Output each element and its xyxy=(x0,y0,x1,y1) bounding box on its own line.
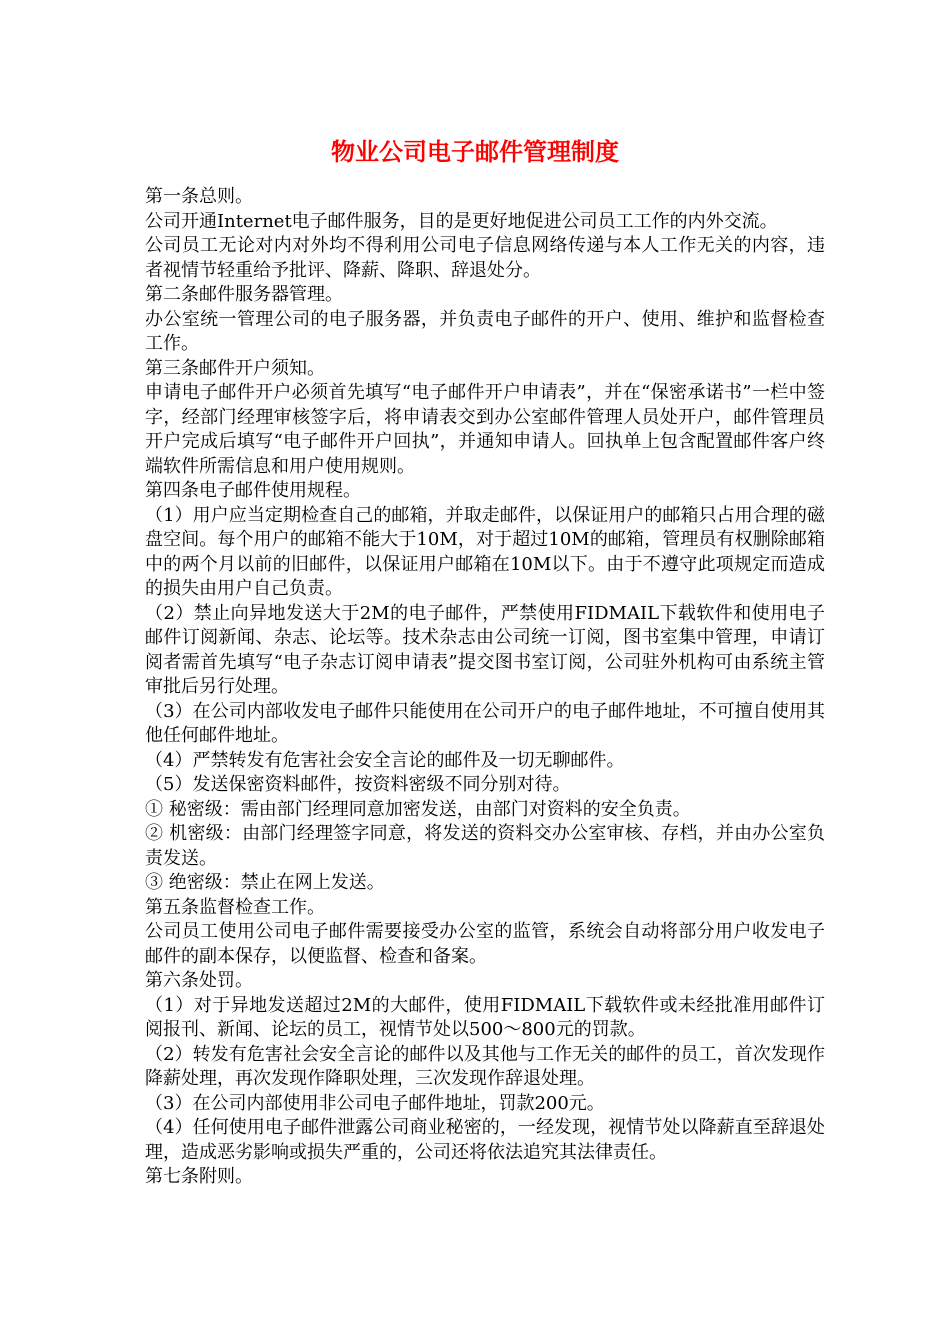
document-paragraph: 申请电子邮件开户必须首先填写“电子邮件开户申请表”，并在“保密承诺书”一栏中签字，经部门经理审核签字后，将申请表交到办公室邮件管理人员处开户，邮件管理员开户完成后填写“电子邮件开户回执”，并通知申请人。回执单上包含配置邮件客户终端软件所需信息和用户使用规则。 xyxy=(145,382,825,477)
document-paragraph: （1）对于异地发送超过2M的大邮件，使用FIDMAIL下载软件或未经批准用邮件订阅报刊、新闻、论坛的员工，视情节处以500～800元的罚款。 xyxy=(145,994,825,1040)
document-paragraph: ① 秘密级：需由部门经理同意加密发送，由部门对资料的安全负责。 xyxy=(145,798,691,820)
document-paragraph: 公司员工使用公司电子邮件需要接受办公室的监管，系统会自动将部分用户收发电子邮件的副本保存，以便监督、检查和备案。 xyxy=(145,921,825,967)
document-paragraph: （5）发送保密资料邮件，按资料密级不同分别对待。 xyxy=(145,774,571,795)
document-body xyxy=(145,185,825,1190)
document-paragraph: （2）转发有危害社会安全言论的邮件以及其他与工作无关的邮件的员工，首次发现作降薪处理，再次发现作降职处理，三次发现作辞退处理。 xyxy=(145,1043,825,1089)
document-paragraph: 第四条电子邮件使用规程。 xyxy=(145,480,361,501)
document-paragraph: 第三条邮件开户须知。 xyxy=(145,357,325,379)
document-title: 物业公司电子邮件管理制度 xyxy=(331,138,619,166)
document-paragraph: 公司员工无论对内对外均不得利用公司电子信息网络传递与本人工作无关的内容，违者视情节轻重给予批评、降薪、降职、辞退处分。 xyxy=(145,235,825,281)
document-paragraph: ② 机密级：由部门经理签字同意，将发送的资料交办公室审核、存档，并由办公室负责发送。 xyxy=(145,823,825,869)
document-paragraph: （3）在公司内部收发电子邮件只能使用在公司开户的电子邮件地址，不可擅自使用其他任何邮件地址。 xyxy=(145,700,825,746)
document-paragraph: 第七条附则。 xyxy=(145,1166,253,1187)
document-paragraph: 办公室统一管理公司的电子服务器，并负责电子邮件的开户、使用、维护和监督检查工作。 xyxy=(145,308,825,354)
document-paragraph: 第二条邮件服务器管理。 xyxy=(145,284,343,305)
document-paragraph: （1）用户应当定期检查自己的邮箱，并取走邮件，以保证用户的邮箱只占用合理的磁盘空间。每个用户的邮箱不能大于10M，对于超过10M的邮箱，管理员有权删除邮箱中的两个月以前的旧邮件，以保证用户邮箱在10M以下。由于不遵守此项规定而造成的损失由用户自己负责。 xyxy=(145,504,825,599)
document-paragraph: 第五条监督检查工作。 xyxy=(145,896,325,918)
document-paragraph: 第六条处罚。 xyxy=(145,970,253,991)
document-paragraph: （4）严禁转发有危害社会安全言论的邮件及一切无聊邮件。 xyxy=(145,749,625,771)
document-paragraph: 第一条总则。 xyxy=(145,186,253,207)
document-paragraph: 公司开通Internet电子邮件服务，目的是更好地促进公司员工工作的内外交流。 xyxy=(145,210,778,232)
document-paragraph: ③ 绝密级：禁止在网上发送。 xyxy=(145,872,385,893)
document-paragraph: （4）任何使用电子邮件泄露公司商业秘密的，一经发现，视情节处以降薪直至辞退处理，造成恶劣影响或损失严重的，公司还将依法追究其法律责任。 xyxy=(145,1117,825,1163)
document-paragraph: （3）在公司内部使用非公司电子邮件地址，罚款200元。 xyxy=(145,1092,605,1114)
document-paragraph: （2）禁止向异地发送大于2M的电子邮件，严禁使用FIDMAIL下载软件和使用电子邮件订阅新闻、杂志、论坛等。技术杂志由公司统一订阅，图书室集中管理，申请订阅者需首先填写“电子杂志订阅申请表”提交图书室订阅，公司驻外机构可由系统主管审批后另行处理。 xyxy=(145,602,825,697)
